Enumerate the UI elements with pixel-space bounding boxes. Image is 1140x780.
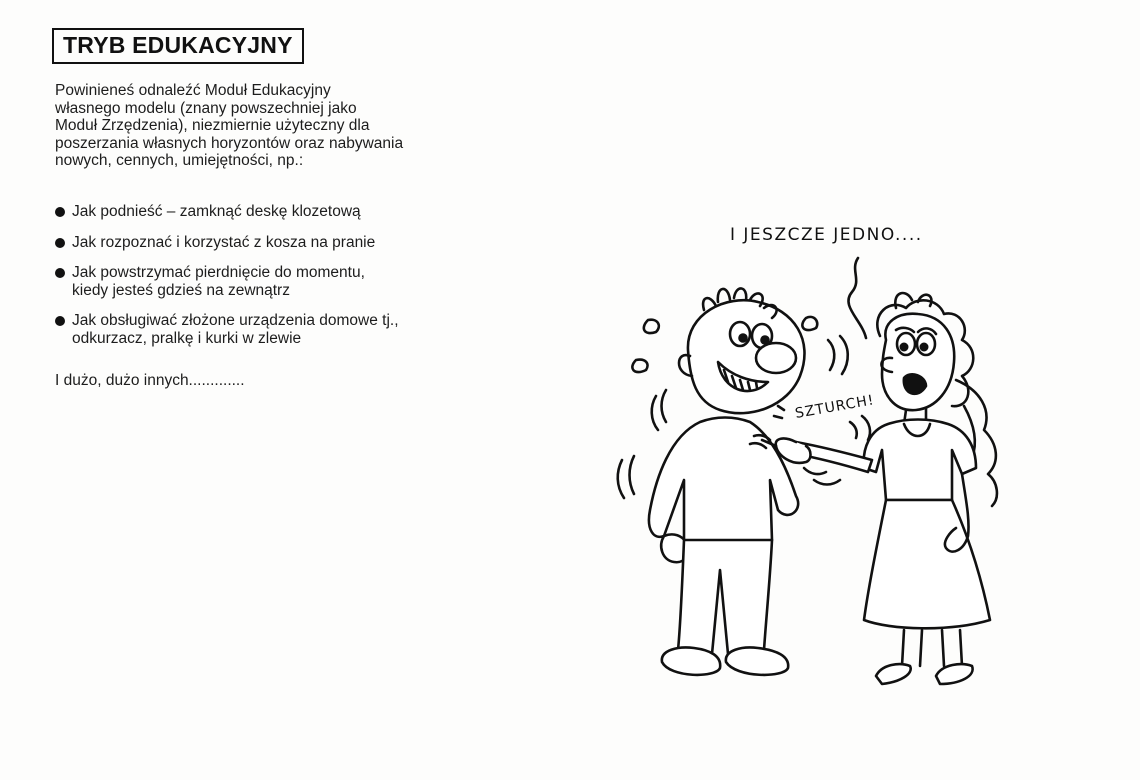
- bullet-icon: [55, 238, 65, 248]
- speech-tail: [848, 258, 866, 338]
- page-title: TRYB EDUKACYJNY: [52, 28, 304, 64]
- list-item: [55, 264, 595, 299]
- list-item-text: Jak rozpoznać i korzystać z kosza na pranie: [72, 233, 376, 251]
- intro-line: własnego modelu (znany powszechniej jako: [55, 99, 357, 117]
- bullet-icon: [55, 316, 65, 326]
- list-item-text: Jak obsługiwać złożone urządzenia domowe tj.,: [72, 312, 399, 329]
- bullet-icon: [55, 268, 65, 278]
- list-item: [55, 312, 595, 347]
- cartoon-illustration: [600, 210, 1040, 710]
- sound-effect-text: SZTURCH!: [793, 392, 876, 422]
- man-figure: [618, 288, 848, 674]
- list-item-text: Jak podnieść – zamknąć deskę klozetową: [72, 203, 361, 220]
- list-item-text: odkurzacz, pralkę i kurki w zlewie: [72, 329, 302, 347]
- list-item-text: kiedy jesteś gdzieś na zewnątrz: [72, 281, 290, 299]
- bullet-list: [55, 203, 595, 360]
- intro-line: nowych, cennych, umiejętności, np.:: [55, 152, 304, 169]
- intro-paragraph: [55, 82, 575, 170]
- outro-text: I dużo, dużo innych.............: [55, 372, 245, 389]
- intro-line: poszerzania własnych horyzontów oraz nabywania: [55, 134, 404, 152]
- intro-line: Powinieneś odnaleźć Moduł Edukacyjny: [55, 82, 331, 99]
- list-item: [55, 234, 595, 252]
- sound-effect: [774, 392, 876, 440]
- speech-text: I JESZCZE JEDNO....: [730, 225, 923, 245]
- list-item: [55, 203, 595, 221]
- list-item-text: Jak powstrzymać pierdnięcie do momentu,: [72, 264, 365, 281]
- bullet-icon: [55, 207, 65, 217]
- intro-line: Moduł Zrzędzenia), niezmiernie użyteczny dla: [55, 117, 370, 134]
